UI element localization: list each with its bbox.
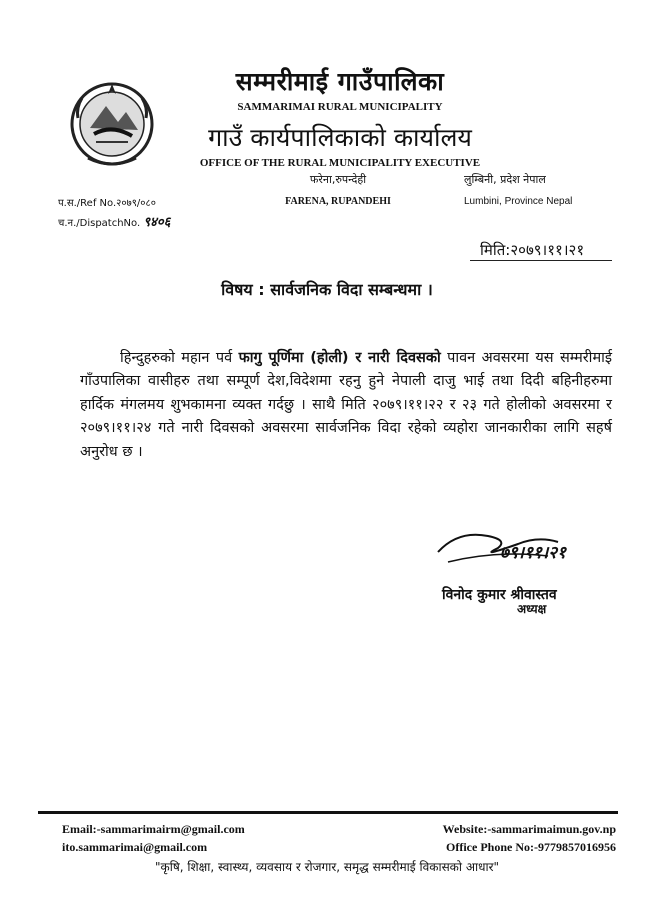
office-name-en: OFFICE OF THE RURAL MUNICIPALITY EXECUTIVE [199, 157, 481, 169]
dispatch-number: ९४०६ [143, 215, 171, 230]
signature-date: ७९।११।२१ [500, 543, 566, 563]
signer-name: विनोद कुमार श्रीवास्तव [442, 587, 557, 603]
body-part-1: हिन्दुहरुको महान पर्व [120, 350, 239, 366]
municipality-name-np: सम्मरीमाई गाउँपालिका [235, 67, 445, 96]
municipality-name-en: SAMMARIMAI RURAL MUNICIPALITY [237, 101, 443, 113]
signer-title: अध्यक्ष [517, 602, 547, 616]
letter-date: मिति:२०७९।११।२१ [480, 241, 585, 259]
place-en: FARENA, RUPANDEHI [285, 196, 391, 207]
date-underline [470, 260, 612, 261]
dispatch-row [58, 212, 170, 230]
body-highlight: फागु पूर्णिमा (होली) र नारी दिवसको [238, 350, 441, 366]
place-np: फरेना,रुपन्देही [309, 173, 367, 186]
subject-line: विषय : सार्वजनिक विदा सम्बन्धमा । [221, 280, 433, 299]
reference-number: प.स./Ref No.२०७९/०८० [58, 198, 156, 209]
letter-body [80, 347, 612, 464]
footer-website: Website:-sammarimaimun.gov.np [442, 822, 616, 836]
footer-divider [38, 811, 618, 814]
footer-email-primary: Email:-sammarimairm@gmail.com [62, 822, 245, 836]
footer-motto: "कृषि, शिक्षा, स्वास्थ्य, व्यवसाय र रोजगार, समृद्ध सम्मरीमाई विकासको आधार" [155, 860, 499, 874]
municipality-emblem-icon [66, 78, 158, 170]
province-en: Lumbini, Province Nepal [464, 196, 573, 207]
footer-email-secondary: ito.sammarimai@gmail.com [62, 840, 208, 854]
province-np: लुम्बिनी, प्रदेश नेपाल [464, 173, 546, 186]
dispatch-label: च.न./DispatchNo. [58, 218, 141, 229]
footer-phone: Office Phone No:-9779857016956 [446, 840, 616, 854]
body-part-2: पावन अवसरमा यस सम्मरीमाई गाँउपालिका वासीहरु तथा सम्पूर्ण देश,विदेशमा रहनु हुने नेपाली दाजु भाई तथा दिदी बहिनीहरुमा हार्दिक मंगलमय शुभकामना व्यक्त गर्दछु । साथै मिति २०७९।११।२२ र २३ गते होलीको अवसरमा र २०७९।११।२४ गते नारी दिवसको अवसरमा सार्वजनिक विदा रहेको व्यहोरा जानकारीका लागि सहर्ष अनुरोध छ । [80, 350, 612, 460]
office-name-np: गाउँ कार्यपालिकाको कार्यालय [208, 123, 472, 152]
